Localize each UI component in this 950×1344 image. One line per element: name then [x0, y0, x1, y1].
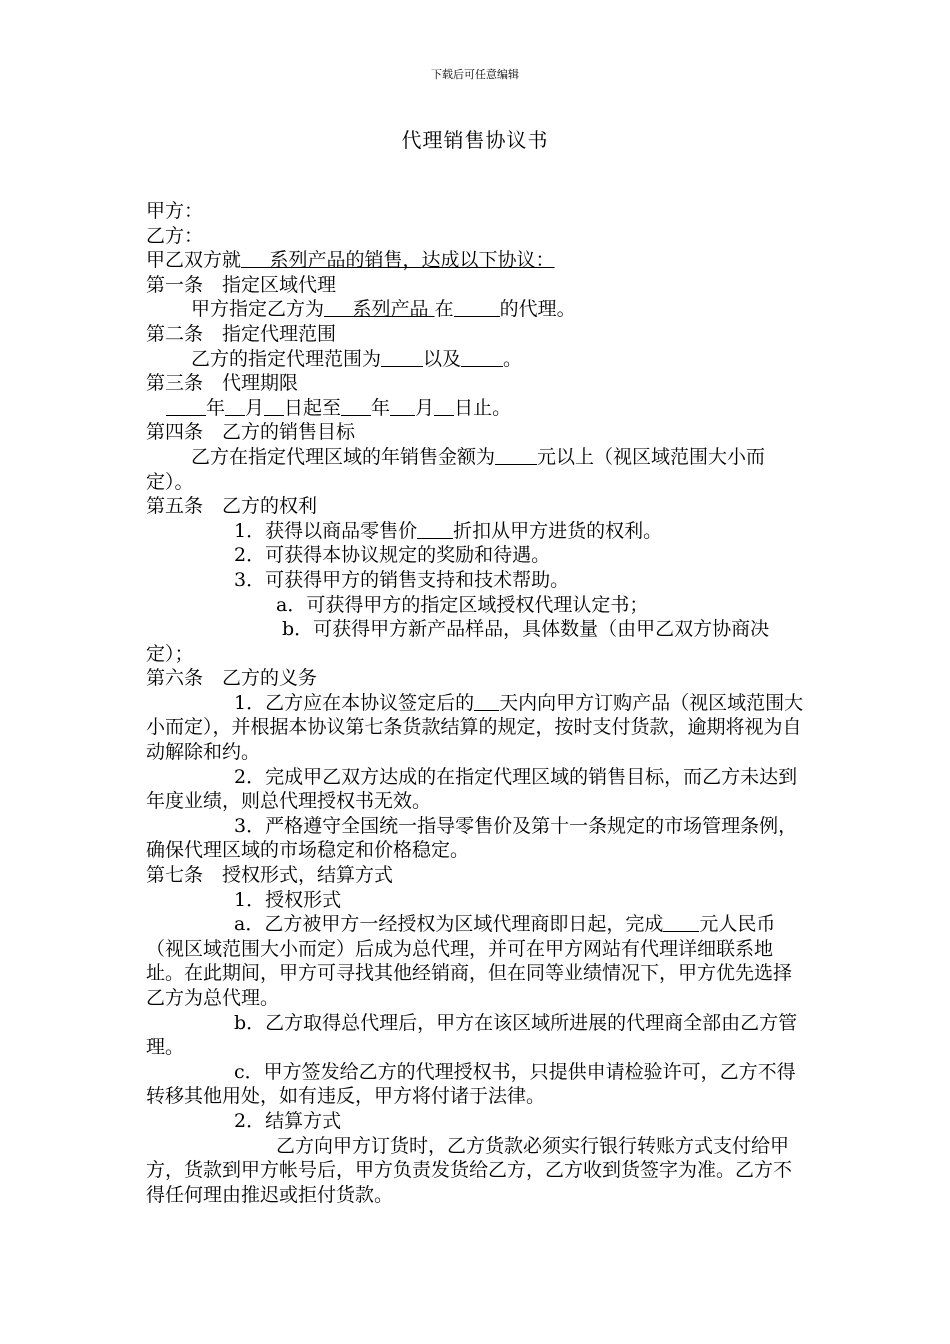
blank-line: [474, 692, 499, 711]
blank-line: [663, 913, 699, 932]
party-a-line: 甲方：: [146, 200, 204, 222]
blank-line: [461, 348, 503, 367]
article-6-heading: 第六条 乙方的义务: [146, 667, 318, 690]
header-note: 下载后可任意编辑: [431, 68, 519, 81]
article-7-item-a: a．乙方被甲方一经授权为区域代理商即日起，完成 元人民币（视区域范围大小而定）后成为总代理，并可在甲方网站有代理详细联系地址。在此期间，甲方可寻找其他经销商，但在同等业绩情况下，甲方优先选择乙方为总代理。: [146, 913, 793, 1009]
blank-line: [434, 397, 454, 416]
article-5-item-3: 3．可获得甲方的销售支持和技术帮助。: [234, 568, 570, 591]
blank-line: [495, 446, 537, 465]
article-4-text: 乙方在指定代理区域的年销售金额为 元以上（视区域范围大小而定）。: [146, 445, 766, 493]
article-7-item-b: b．乙方取得总代理后，甲方在该区域所进展的代理商全部由乙方管理。: [146, 1011, 798, 1059]
article-1-text: 甲方指定乙方为 系列产品 在 的代理。: [191, 298, 576, 321]
product-blank: 系列产品: [269, 249, 346, 272]
article-7-sub-2: 2．结算方式: [234, 1109, 342, 1132]
intro-text-end: 的销售，达成以下协议：: [345, 249, 555, 272]
article-6-item-2: 2．完成甲乙双方达成的在指定代理区域的销售目标，而乙方未达到年度业绩，则总代理授权书无效。: [146, 765, 798, 813]
article-7-settlement: 乙方向甲方订货时，乙方货款必须实行银行转账方式支付给甲方，货款到甲方帐号后，甲方负责发货给乙方，乙方收到货签字为准。乙方不得任何理由推迟或拒付货款。: [146, 1134, 793, 1206]
agreement-body: [146, 199, 810, 1207]
article-1-heading: 第一条 指定区域代理: [146, 273, 337, 296]
article-4-heading: 第四条 乙方的销售目标: [146, 421, 356, 444]
party-b-line: 乙方：: [146, 224, 204, 247]
blank-line: [381, 348, 423, 367]
product-blank: 系列产品: [352, 298, 429, 321]
article-3-heading: 第三条 代理期限: [146, 372, 299, 395]
article-6-item-1: 1．乙方应在本协议签定后的 天内向甲方订购产品（视区域范围大小而定），并根据本协议第七条货款结算的规定，按时支付货款，逾期将视为自动解除和约。: [146, 691, 804, 764]
article-2-heading: 第二条 指定代理范围: [146, 322, 337, 345]
blank-line: [166, 397, 206, 416]
article-7-sub-1: 1．授权形式: [234, 888, 342, 911]
article-7-item-c: c．甲方签发给乙方的代理授权书，只提供申请检验许可，乙方不得转移其他用处，如有违反，甲方将付诸于法律。: [146, 1060, 796, 1108]
article-5-heading: 第五条 乙方的权利: [146, 495, 318, 518]
article-5-item-2: 2．可获得本协议规定的奖励和待遇。: [234, 544, 551, 567]
article-6-item-3: 3．严格遵守全国统一指导零售价及第十一条规定的市场管理条例，确保代理区域的市场稳定和价格稳定。: [146, 814, 798, 862]
blank-line: [225, 397, 245, 416]
article-2-text: 乙方的指定代理范围为 以及 。: [191, 347, 523, 370]
intro-line: [146, 248, 810, 273]
intro-text: 甲乙双方就: [146, 249, 242, 272]
blank-line: [417, 520, 453, 539]
blank-line: [390, 397, 415, 416]
blank-line: [264, 397, 284, 416]
article-7-heading: 第七条 授权形式，结算方式: [146, 864, 394, 887]
blank-line: [454, 298, 500, 317]
article-5-sub-a: a．可获得甲方的指定区域授权代理认定书；: [276, 593, 649, 616]
document-title: 代理销售协议书: [401, 128, 549, 152]
article-5-item-1: 1．获得以商品零售价 折扣从甲方进货的权利。: [234, 519, 663, 542]
blank-line: [341, 397, 371, 416]
article-3-text: 年 月 日起至 年 月 日止。: [146, 396, 810, 421]
article-5-sub-b: b．可获得甲方新产品样品，具体数量（由甲乙双方协商决定）；: [146, 618, 770, 665]
